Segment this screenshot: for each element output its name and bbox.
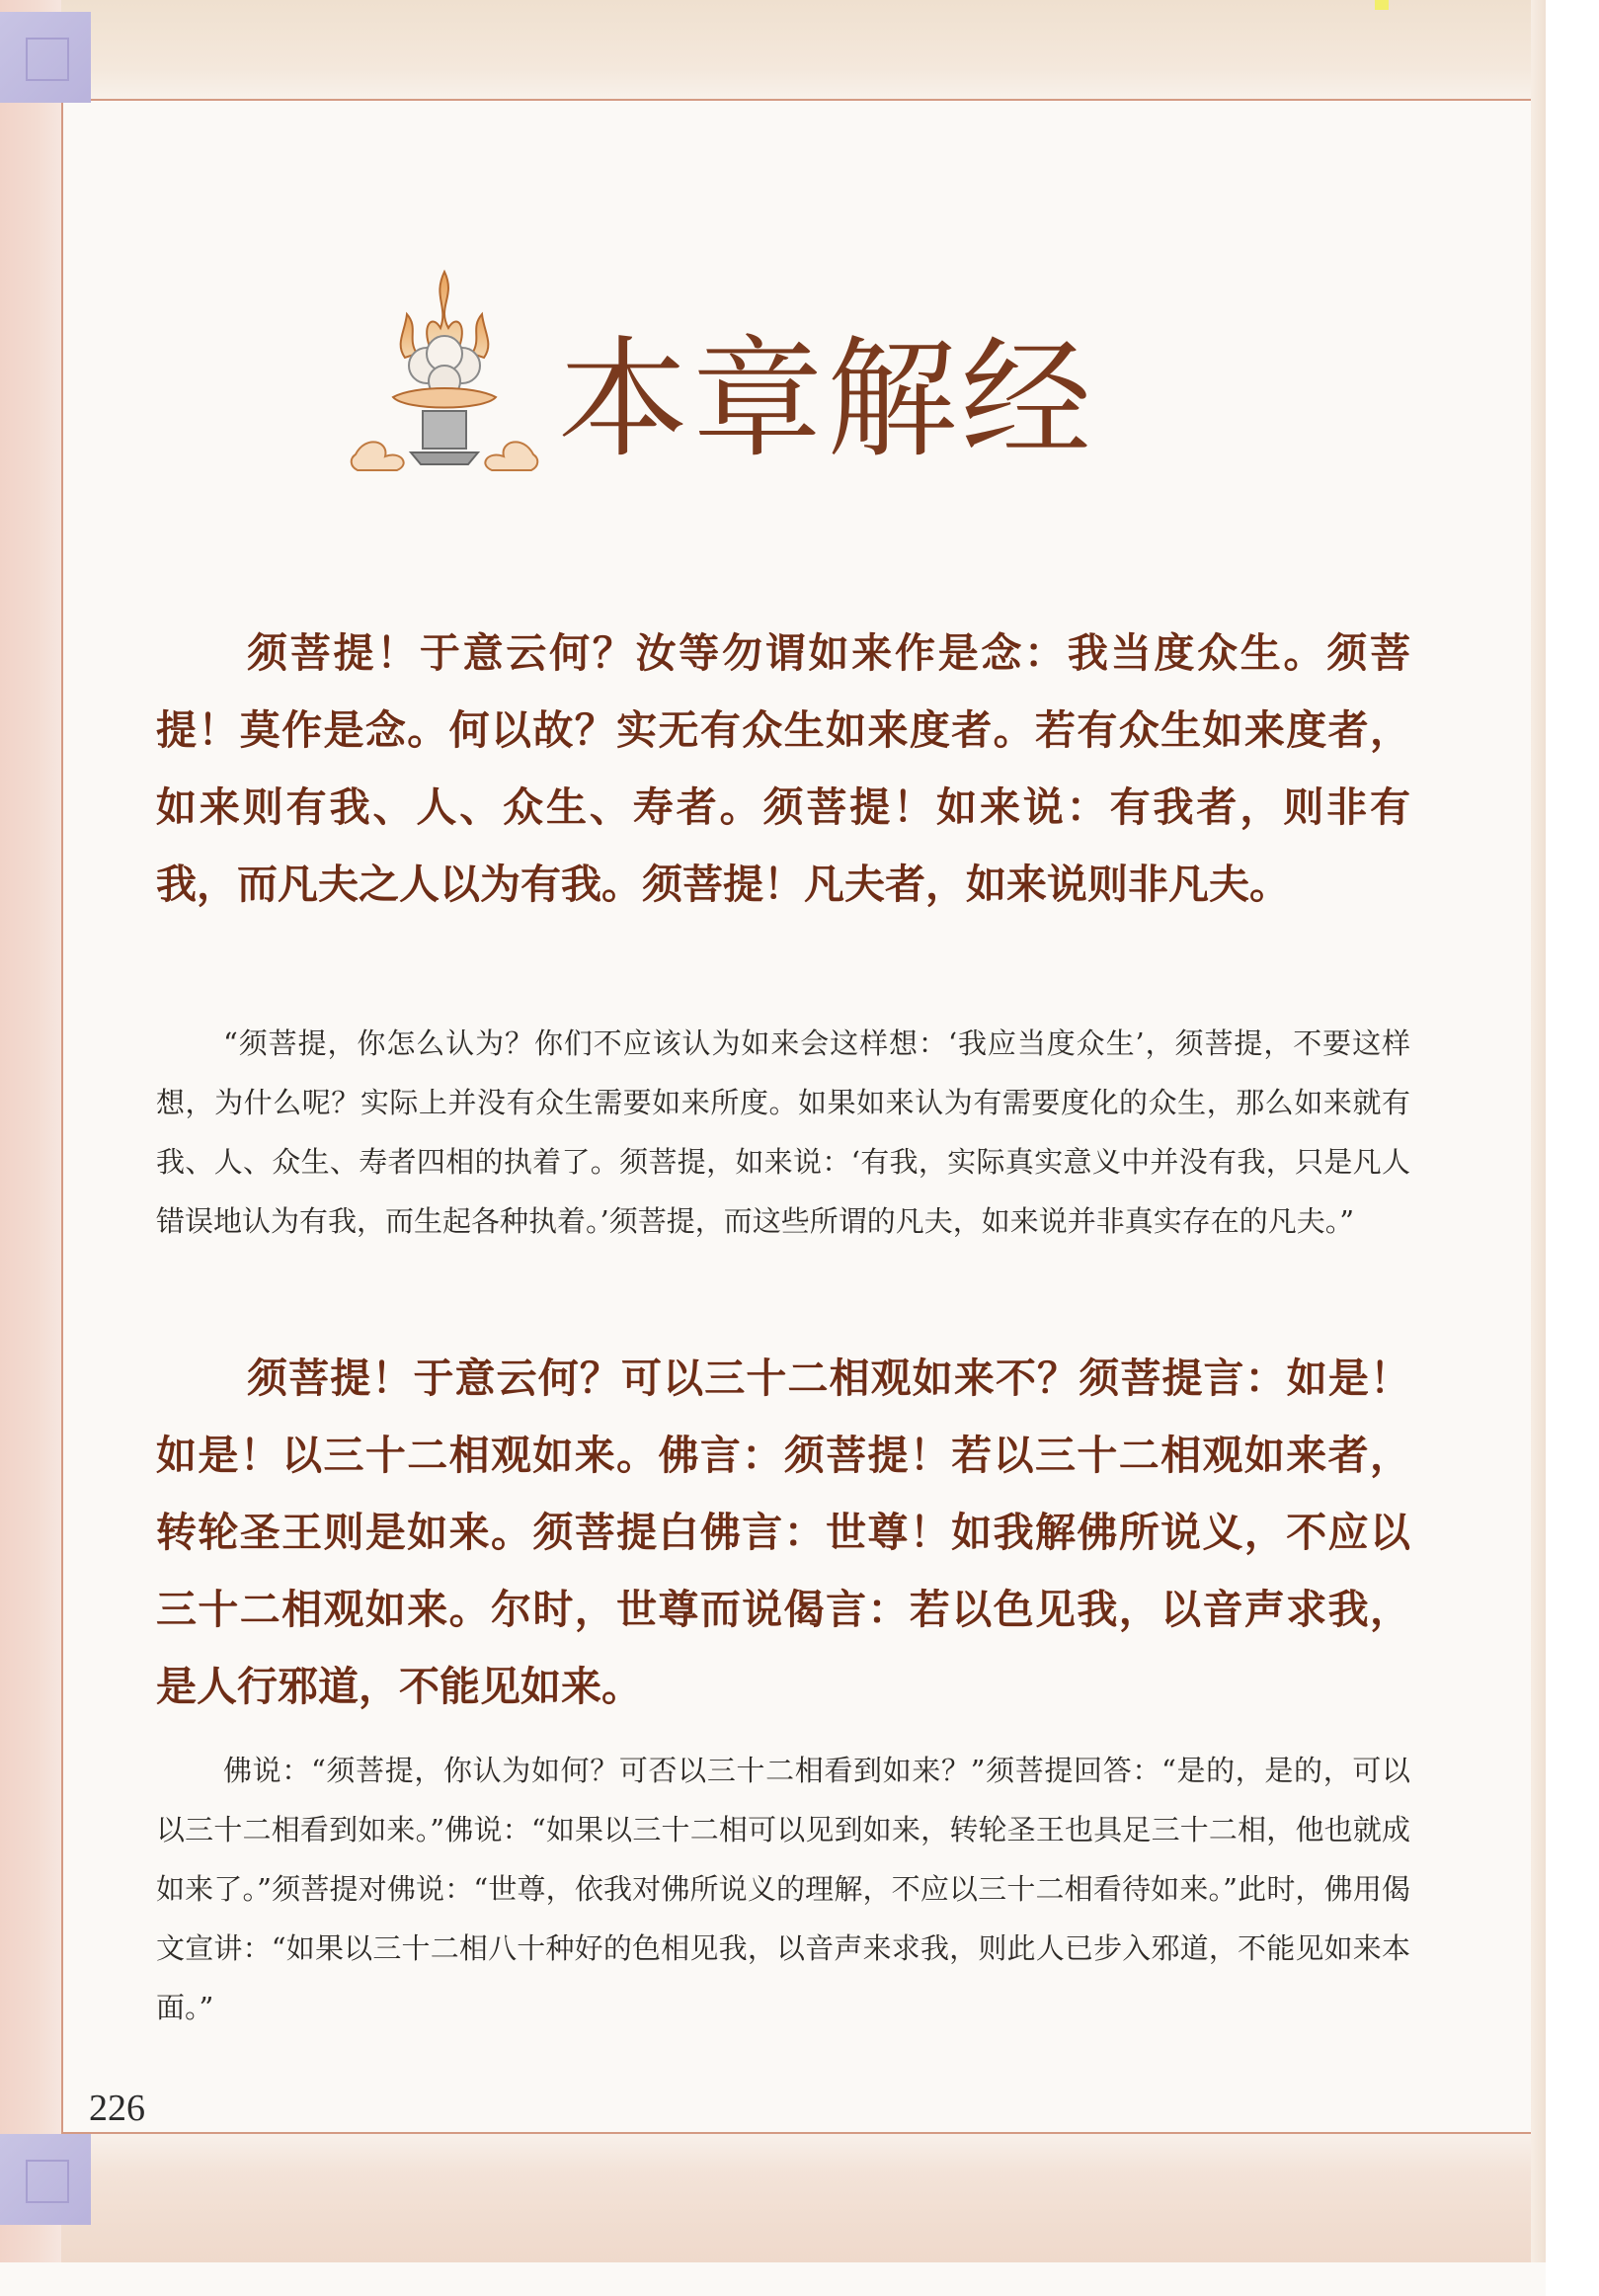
sutra-passage-2: 须菩提！于意云何？可以三十二相观如来不？须菩提言：如是！如是！以三十二相观如来。佛言：须菩提！若以三十二相观如来者，转轮圣王则是如来。须菩提白佛言：世尊！如我解佛所说义，不应以三十二相观如来。尔时，世尊而说偈言：若以色见我，以音声求我，是人行邪道，不能见如来。 [156,1354,1410,1710]
corner-ornament-bottom-left [0,2134,91,2225]
page-number: 226 [89,2088,145,2129]
chapter-title: 本章解经 [558,324,1095,476]
inner-rule-bottom [61,2132,1531,2134]
gloss-passage-2: 佛说：“须菩提，你认为如何？可否以三十二相看到如来？”须菩提回答：“是的，是的，可以以三十二相看到如来。”佛说：“如果以三十二相可以见到如来，转轮圣王也具足三十二相，他也就成如来了。”须菩提对佛说：“世尊，依我对佛所说义的理解，不应以三十二相看待如来。”此时，佛用偈文宣讲：“如果以三十二相八十种好的色相见我，以音声来求我，则此人已步入邪道，不能见如来本面。” [156,1754,1410,2024]
frame-right-border [1531,0,1546,2262]
frame-bottom-border [61,2134,1546,2262]
frame-top-border [61,0,1546,99]
gloss-passage-1: “须菩提，你怎么认为？你们不应该认为如来会这样想：‘我应当度众生’，须菩提，不要这样想，为什么呢？实际上并没有众生需要如来所度。如果如来认为有需要度化的众生，那么如来就有我、人、众生、寿者四相的执着了。须菩提，如来说：‘有我，实际真实意义中并没有我，只是凡人错误地认为有我，而生起各种执着。’须菩提，而这些所谓的凡夫，如来说并非真实存在的凡夫。” [156,1026,1410,1238]
corner-ornament-top-left [0,12,91,103]
inner-rule-top [61,99,1531,101]
scan-mark [1375,0,1389,10]
frame-left-border [0,0,61,2262]
inner-rule-left [61,99,63,2134]
sutra-passage-1: 须菩提！于意云何？汝等勿谓如来作是念：我当度众生。须菩提！莫作是念。何以故？实无有众生如来度者。若有众生如来度者，如来则有我、人、众生、寿者。须菩提！如来说：有我者，则非有我，而凡夫之人以为有我。须菩提！凡夫者，如来说则非凡夫。 [156,629,1410,908]
lotus-flame-emblem-icon [346,267,543,479]
